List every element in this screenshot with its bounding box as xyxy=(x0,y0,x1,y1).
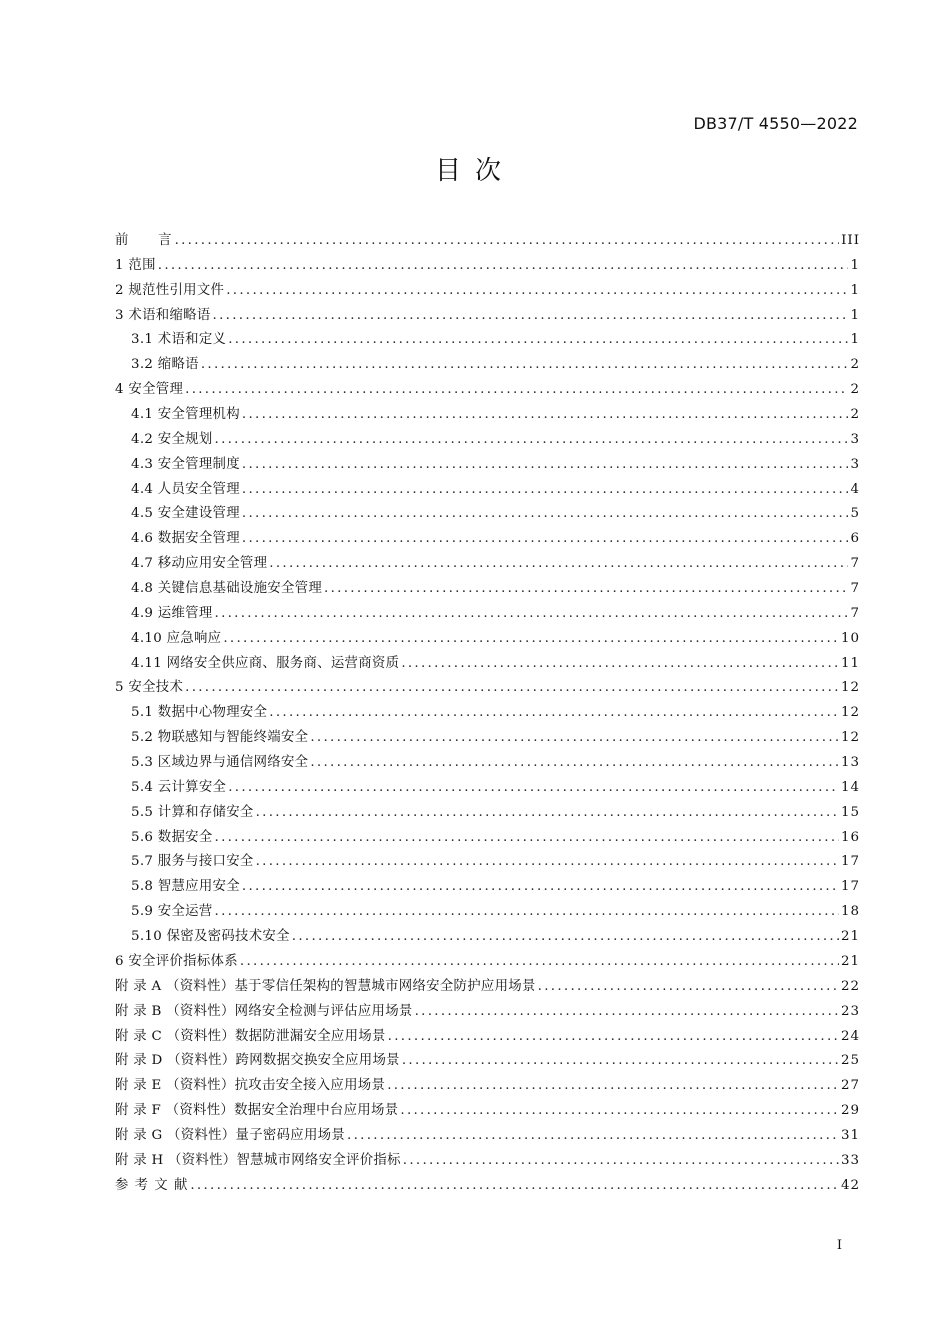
toc-leader-dots xyxy=(256,850,839,875)
toc-entry-label: 5.2 物联感知与智能终端安全 xyxy=(131,730,309,746)
toc-entry-page: III xyxy=(841,233,860,248)
toc-entry[interactable] xyxy=(115,1049,860,1074)
toc-leader-dots xyxy=(347,1124,839,1149)
toc-entry-page: 23 xyxy=(840,1003,860,1019)
toc-entry-label: 附 录 B （资料性）网络安全检测与评估应用场景 xyxy=(115,1003,413,1019)
toc-entry-label: 2 规范性引用文件 xyxy=(115,282,225,298)
toc-entry-page: 11 xyxy=(840,655,860,671)
toc-entry-page: 4 xyxy=(850,481,860,497)
toc-entry[interactable] xyxy=(115,776,860,801)
toc-entry-page: 12 xyxy=(840,705,860,721)
toc-entry[interactable] xyxy=(115,254,860,279)
toc-leader-dots xyxy=(292,925,839,950)
toc-entry-page: 7 xyxy=(850,581,860,597)
toc-entry[interactable] xyxy=(115,1174,860,1199)
toc-entry[interactable] xyxy=(115,428,860,453)
toc-entry[interactable] xyxy=(115,378,860,403)
toc-title: 目次 xyxy=(434,156,515,186)
toc-entry[interactable] xyxy=(115,900,860,925)
toc-entry[interactable] xyxy=(115,875,860,900)
toc-entry[interactable] xyxy=(115,1099,860,1124)
toc-entry-page: 29 xyxy=(840,1103,860,1119)
toc-entry-label: 参 考 文 献 xyxy=(115,1177,189,1193)
toc-entry-page: 33 xyxy=(840,1152,860,1168)
toc-leader-dots xyxy=(226,279,848,304)
toc-entry-page: 25 xyxy=(840,1053,860,1069)
toc-entry[interactable] xyxy=(115,1000,860,1025)
toc-entry[interactable] xyxy=(115,925,860,950)
toc-entry-label: 3.1 术语和定义 xyxy=(131,332,227,348)
toc-entry-page: 12 xyxy=(840,730,860,746)
toc-entry-page: 1 xyxy=(850,307,860,323)
toc-entry[interactable] xyxy=(115,850,860,875)
toc-leader-dots xyxy=(215,602,849,627)
toc-entry-label: 附 录 E （资料性）抗攻击安全接入应用场景 xyxy=(115,1078,386,1094)
toc-leader-dots xyxy=(415,1000,839,1025)
toc-leader-dots xyxy=(402,1049,839,1074)
toc-entry[interactable] xyxy=(115,229,860,254)
toc-leader-dots xyxy=(403,1149,839,1174)
toc-leader-dots xyxy=(175,229,840,254)
toc-entry[interactable] xyxy=(115,577,860,602)
toc-entry[interactable] xyxy=(115,478,860,503)
toc-entry-page: 17 xyxy=(840,854,860,870)
toc-entry-label: 5.7 服务与接口安全 xyxy=(131,854,254,870)
toc-entry[interactable] xyxy=(115,304,860,329)
toc-entry-label: 4.6 数据安全管理 xyxy=(131,531,240,547)
toc-list xyxy=(115,229,860,1199)
toc-entry-label: 附 录 A （资料性）基于零信任架构的智慧城市网络安全防护应用场景 xyxy=(115,978,536,994)
toc-entry-label: 4 安全管理 xyxy=(115,382,184,398)
toc-entry[interactable] xyxy=(115,1124,860,1149)
toc-entry-page: 1 xyxy=(850,257,860,273)
toc-entry[interactable] xyxy=(115,328,860,353)
toc-entry-page: 13 xyxy=(840,755,860,771)
toc-entry[interactable] xyxy=(115,353,860,378)
toc-leader-dots xyxy=(256,801,839,826)
toc-leader-dots xyxy=(228,776,839,801)
toc-entry-page: 1 xyxy=(850,282,860,298)
toc-entry-label: 附 录 D （资料性）跨网数据交换安全应用场景 xyxy=(115,1053,400,1069)
toc-entry-page: 42 xyxy=(840,1177,860,1193)
page-number: I xyxy=(836,1238,842,1253)
toc-leader-dots xyxy=(324,577,848,602)
toc-entry-label: 1 范围 xyxy=(115,257,156,273)
toc-leader-dots xyxy=(310,751,839,776)
toc-entry[interactable] xyxy=(115,1074,860,1099)
toc-entry-label: 4.4 人员安全管理 xyxy=(131,481,240,497)
toc-entry-label: 5.3 区域边界与通信网络安全 xyxy=(131,755,309,771)
toc-entry-label: 5.6 数据安全 xyxy=(131,829,213,845)
toc-entry[interactable] xyxy=(115,726,860,751)
toc-leader-dots xyxy=(215,826,839,851)
toc-leader-dots xyxy=(201,353,849,378)
toc-entry-page: 1 xyxy=(850,332,860,348)
toc-entry-label: 3 术语和缩略语 xyxy=(115,307,211,323)
toc-entry-page: 21 xyxy=(840,929,860,945)
toc-leader-dots xyxy=(269,552,848,577)
toc-leader-dots xyxy=(538,975,839,1000)
toc-entry-label: 4.10 应急响应 xyxy=(131,630,222,646)
toc-entry-label: 5.8 智慧应用安全 xyxy=(131,879,240,895)
toc-entry-page: 14 xyxy=(840,779,860,795)
toc-entry[interactable] xyxy=(115,552,860,577)
toc-entry-label: 5.4 云计算安全 xyxy=(131,779,227,795)
toc-entry[interactable] xyxy=(115,826,860,851)
toc-leader-dots xyxy=(242,453,849,478)
toc-leader-dots xyxy=(240,950,839,975)
toc-entry[interactable] xyxy=(115,801,860,826)
toc-entry-label: 5.1 数据中心物理安全 xyxy=(131,705,268,721)
toc-entry-label: 4.7 移动应用安全管理 xyxy=(131,556,268,572)
toc-leader-dots xyxy=(401,652,839,677)
toc-entry-page: 18 xyxy=(840,904,860,920)
toc-entry[interactable] xyxy=(115,602,860,627)
toc-entry-page: 24 xyxy=(840,1028,860,1044)
toc-entry-page: 10 xyxy=(840,630,860,646)
toc-leader-dots xyxy=(213,304,849,329)
toc-entry-page: 7 xyxy=(850,556,860,572)
toc-leader-dots xyxy=(242,502,849,527)
toc-entry[interactable] xyxy=(115,627,860,652)
toc-entry[interactable] xyxy=(115,403,860,428)
toc-entry-page: 6 xyxy=(850,531,860,547)
toc-entry-page: 15 xyxy=(840,804,860,820)
toc-leader-dots xyxy=(228,328,848,353)
toc-leader-dots xyxy=(400,1099,839,1124)
toc-entry-page: 22 xyxy=(840,978,860,994)
toc-entry-page: 3 xyxy=(850,431,860,447)
toc-leader-dots xyxy=(388,1025,839,1050)
toc-entry-label: 4.1 安全管理机构 xyxy=(131,407,240,423)
toc-entry[interactable] xyxy=(115,279,860,304)
toc-entry-page: 21 xyxy=(840,953,860,969)
toc-entry-label: 4.2 安全规划 xyxy=(131,431,213,447)
toc-leader-dots xyxy=(185,378,848,403)
toc-entry-page: 16 xyxy=(840,829,860,845)
toc-leader-dots xyxy=(215,428,849,453)
toc-entry-page: 12 xyxy=(840,680,860,696)
toc-entry[interactable] xyxy=(115,950,860,975)
toc-leader-dots xyxy=(242,527,849,552)
toc-entry-label: 4.5 安全建设管理 xyxy=(131,506,240,522)
toc-entry-label: 4.8 关键信息基础设施安全管理 xyxy=(131,581,323,597)
toc-entry-page: 27 xyxy=(840,1078,860,1094)
toc-entry-page: 17 xyxy=(840,879,860,895)
toc-entry-page: 7 xyxy=(850,605,860,621)
toc-entry-label: 5.10 保密及密码技术安全 xyxy=(131,929,290,945)
toc-entry-page: 2 xyxy=(850,382,860,398)
toc-leader-dots xyxy=(387,1074,839,1099)
toc-leader-dots xyxy=(190,1174,839,1199)
toc-entry[interactable] xyxy=(115,701,860,726)
toc-entry[interactable] xyxy=(115,975,860,1000)
toc-entry-label: 前 言 xyxy=(115,233,173,248)
toc-entry[interactable] xyxy=(115,1149,860,1174)
toc-entry[interactable] xyxy=(115,1025,860,1050)
toc-entry[interactable] xyxy=(115,751,860,776)
toc-entry[interactable] xyxy=(115,502,860,527)
toc-entry-page: 2 xyxy=(850,407,860,423)
toc-leader-dots xyxy=(310,726,839,751)
toc-entry-page: 31 xyxy=(840,1127,860,1143)
document-code: DB37/T 4550—2022 xyxy=(693,114,858,133)
toc-leader-dots xyxy=(223,627,839,652)
toc-entry-label: 附 录 C （资料性）数据防泄漏安全应用场景 xyxy=(115,1028,386,1044)
toc-entry[interactable] xyxy=(115,453,860,478)
toc-entry[interactable] xyxy=(115,652,860,677)
toc-entry-page: 2 xyxy=(850,357,860,373)
toc-entry-label: 4.11 网络安全供应商、服务商、运营商资质 xyxy=(131,655,400,671)
toc-entry[interactable] xyxy=(115,527,860,552)
toc-entry-label: 5.9 安全运营 xyxy=(131,904,213,920)
toc-entry-label: 5.5 计算和存储安全 xyxy=(131,804,254,820)
toc-entry-page: 5 xyxy=(850,506,860,522)
toc-entry-label: 附 录 H （资料性）智慧城市网络安全评价指标 xyxy=(115,1152,401,1168)
toc-entry-label: 4.9 运维管理 xyxy=(131,605,213,621)
toc-leader-dots xyxy=(242,403,849,428)
toc-leader-dots xyxy=(215,900,839,925)
toc-entry-label: 4.3 安全管理制度 xyxy=(131,456,240,472)
toc-leader-dots xyxy=(269,701,839,726)
toc-entry-label: 5 安全技术 xyxy=(115,680,184,696)
toc-leader-dots xyxy=(242,875,839,900)
toc-entry-page: 3 xyxy=(850,456,860,472)
toc-leader-dots xyxy=(185,676,839,701)
toc-entry-label: 3.2 缩略语 xyxy=(131,357,199,373)
toc-entry-label: 附 录 F （资料性）数据安全治理中台应用场景 xyxy=(115,1103,399,1119)
toc-entry[interactable] xyxy=(115,676,860,701)
toc-leader-dots xyxy=(158,254,849,279)
toc-entry-label: 6 安全评价指标体系 xyxy=(115,953,238,969)
toc-leader-dots xyxy=(242,478,849,503)
toc-entry-label: 附 录 G （资料性）量子密码应用场景 xyxy=(115,1127,346,1143)
